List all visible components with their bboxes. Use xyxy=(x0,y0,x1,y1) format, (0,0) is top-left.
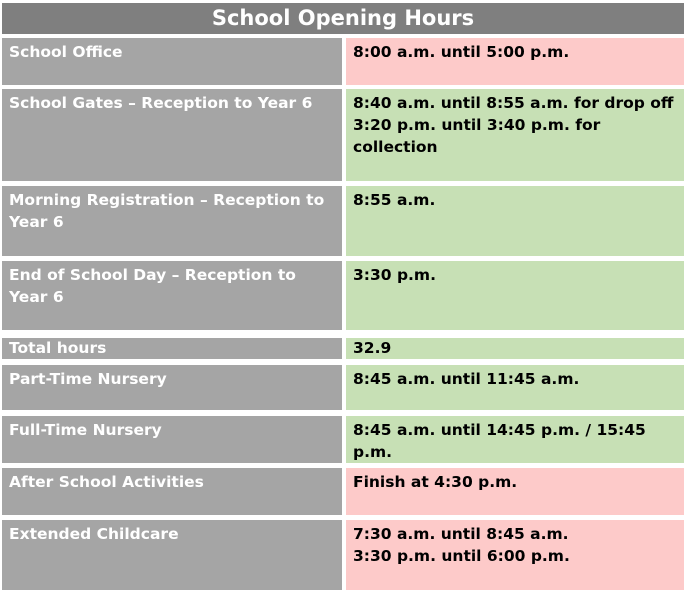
row-label: Part-Time Nursery xyxy=(2,365,342,410)
table-row xyxy=(2,186,684,256)
row-value xyxy=(346,365,684,410)
table-row xyxy=(2,468,684,515)
table-row xyxy=(2,38,684,85)
row-value xyxy=(346,89,684,181)
row-label: After School Activities xyxy=(2,468,342,515)
value-line: 32.9 xyxy=(353,339,392,357)
row-label: Total hours xyxy=(2,338,342,359)
row-value xyxy=(346,38,684,85)
value-line: 7:30 a.m. until 8:45 a.m. xyxy=(353,525,569,543)
row-label: Extended Childcare xyxy=(2,520,342,590)
table-title: School Opening Hours xyxy=(2,3,684,34)
row-label: Full-Time Nursery xyxy=(2,416,342,463)
table-row xyxy=(2,365,684,410)
value-line: 3:30 p.m. xyxy=(353,266,436,284)
value-line: 8:45 a.m. until 14:45 p.m. / 15:45 p.m. xyxy=(353,421,646,461)
value-line: Finish at 4:30 p.m. xyxy=(353,473,518,491)
row-label: School Gates – Reception to Year 6 xyxy=(2,89,342,181)
row-label: Morning Registration – Reception to Year 6 xyxy=(2,186,342,256)
row-value xyxy=(346,468,684,515)
table-row xyxy=(2,338,684,359)
row-value xyxy=(346,338,684,359)
value-line: 8:00 a.m. until 5:00 p.m. xyxy=(353,43,570,61)
row-label: End of School Day – Reception to Year 6 xyxy=(2,261,342,330)
table-row xyxy=(2,89,684,181)
row-value xyxy=(346,416,684,463)
table-row xyxy=(2,416,684,463)
value-line: 8:55 a.m. xyxy=(353,191,436,209)
value-line: 8:45 a.m. until 11:45 a.m. xyxy=(353,370,580,388)
row-label: School Office xyxy=(2,38,342,85)
table-row xyxy=(2,520,684,590)
table-row xyxy=(2,261,684,330)
row-value xyxy=(346,186,684,256)
row-value xyxy=(346,261,684,330)
value-line: 3:20 p.m. until 3:40 p.m. for collection xyxy=(353,116,601,156)
value-line: 3:30 p.m. until 6:00 p.m. xyxy=(353,547,570,565)
value-line: 8:40 a.m. until 8:55 a.m. for drop off xyxy=(353,94,674,112)
row-value xyxy=(346,520,684,590)
